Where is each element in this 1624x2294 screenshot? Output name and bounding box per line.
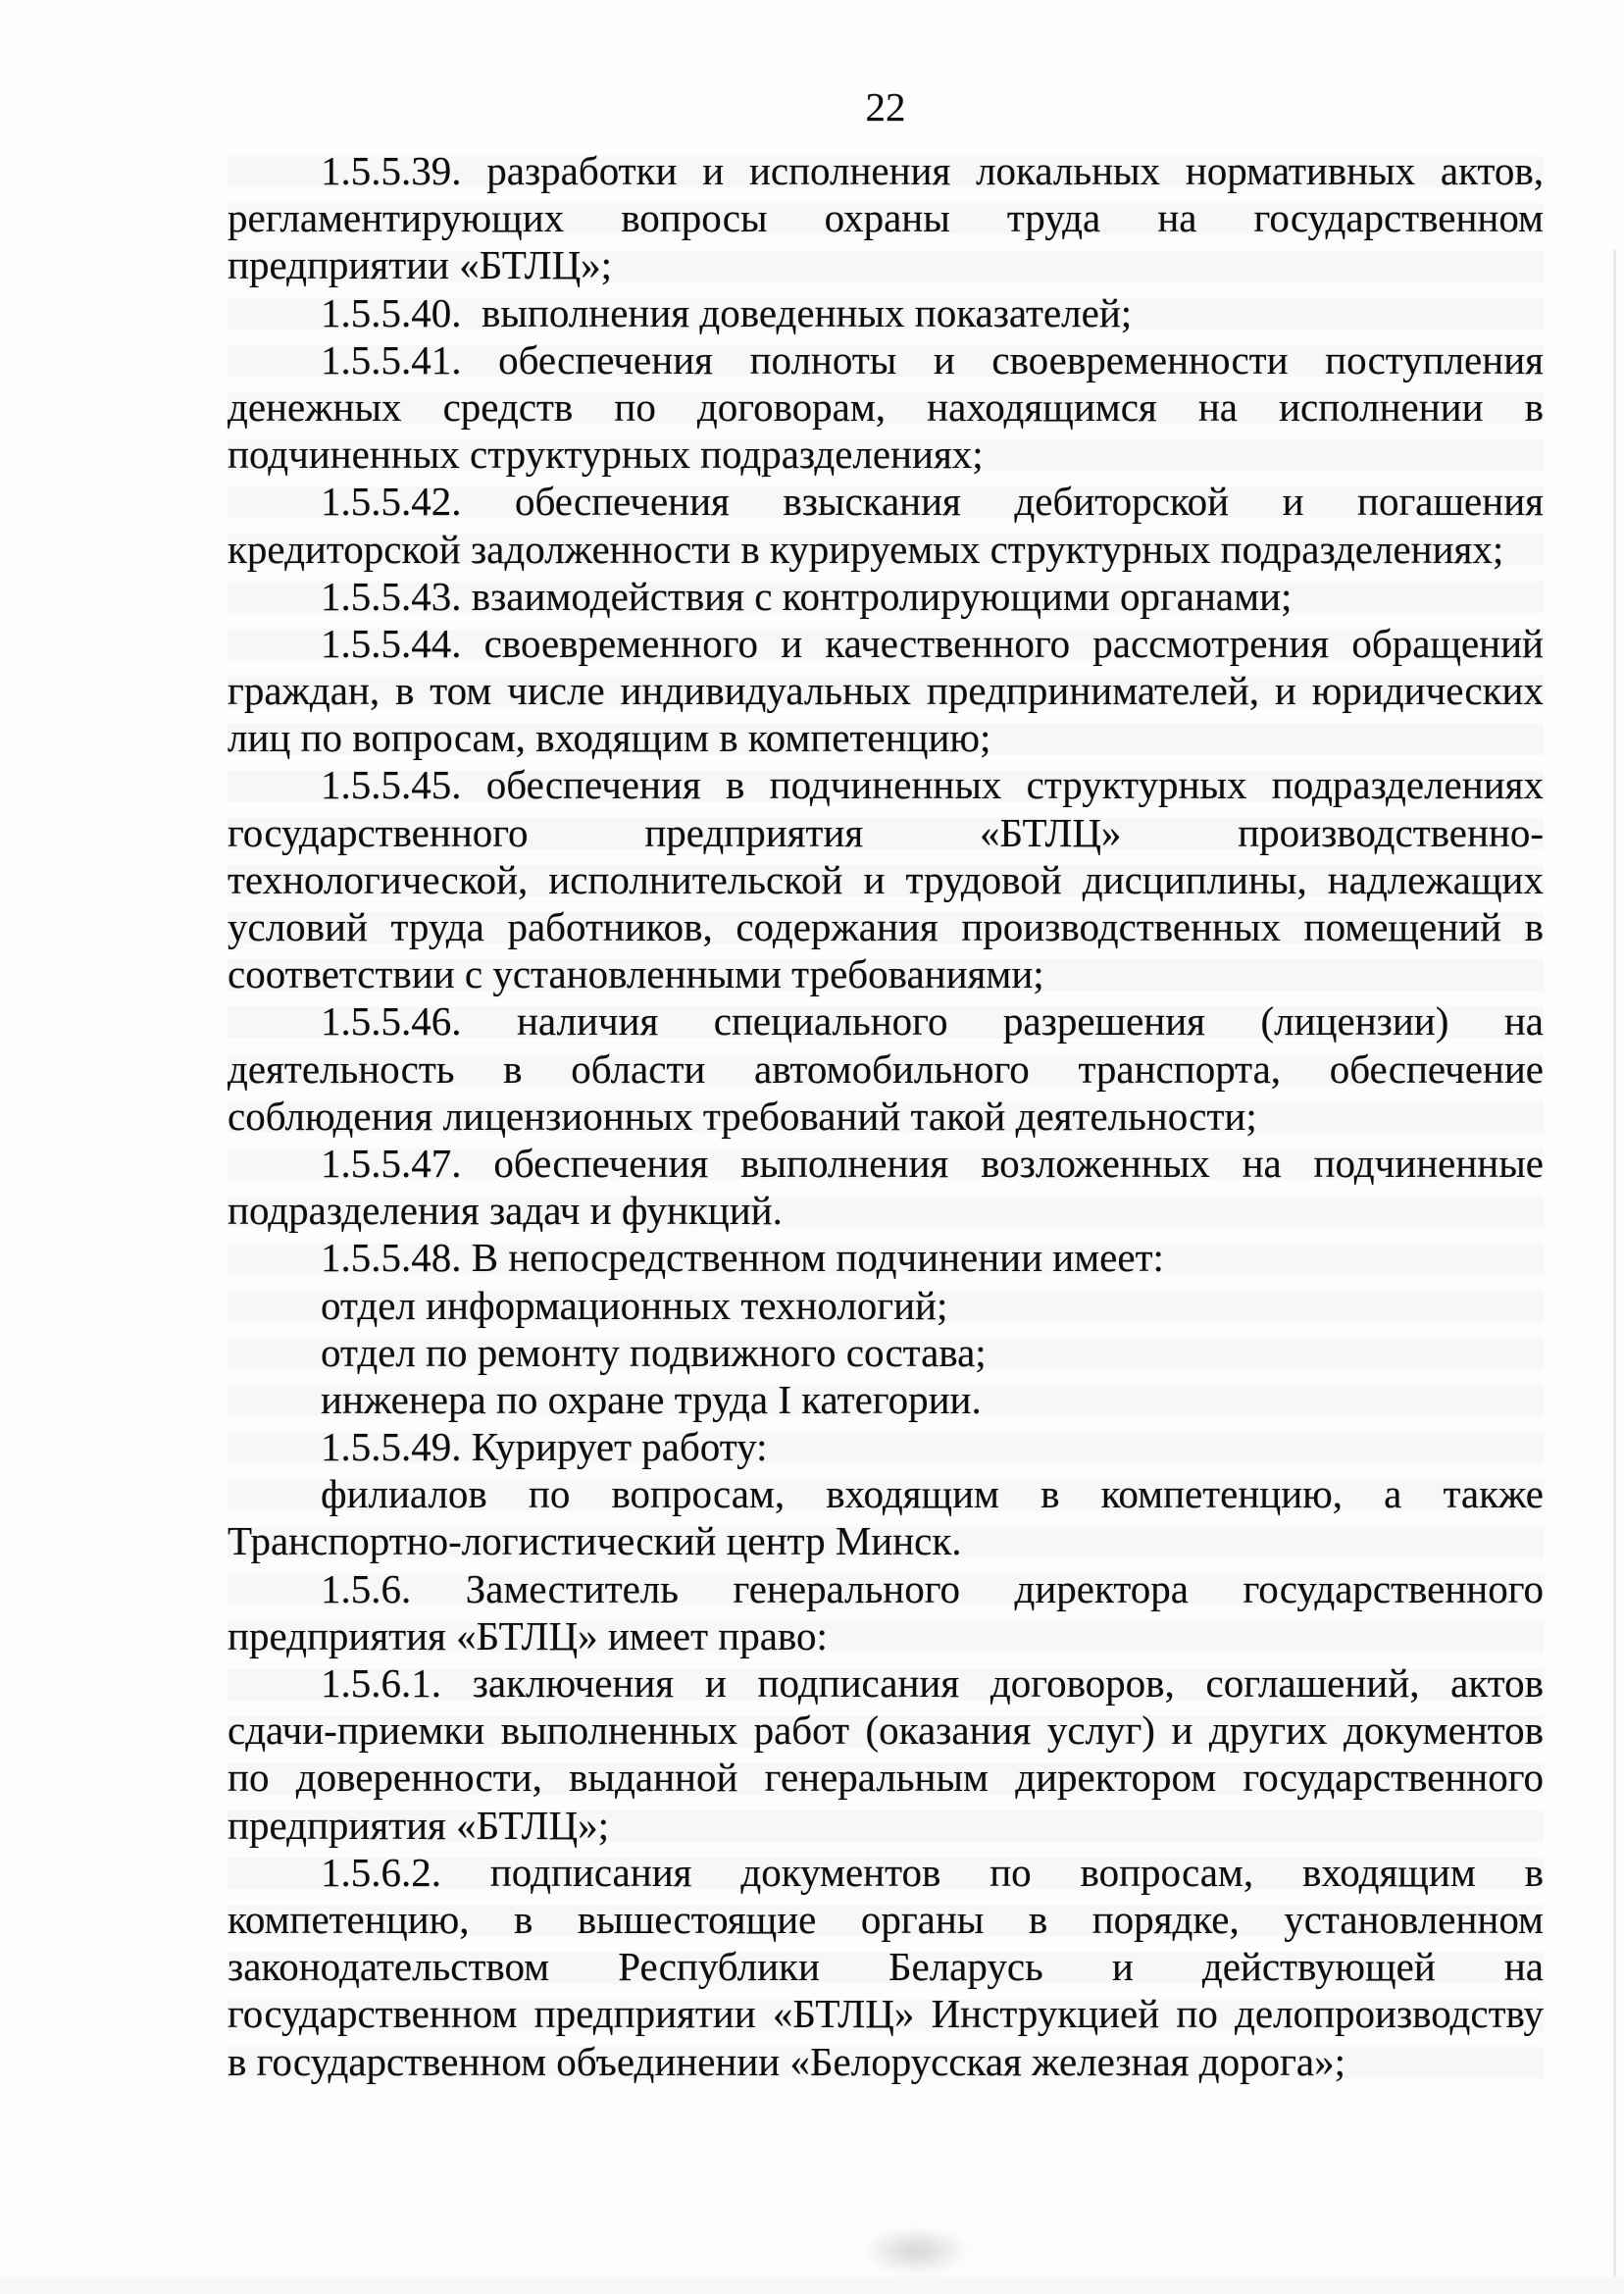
text-line: лиц по вопросам, входящим в компетенцию; bbox=[228, 715, 991, 761]
text-line: кредиторской задолженности в курируемых структурных подразделениях; bbox=[228, 526, 1504, 572]
text-line: предприятии «БТЛЦ»; bbox=[228, 242, 613, 288]
text-line: предприятия «БТЛЦ» имеет право: bbox=[228, 1612, 828, 1658]
text-line: государственном предприятии «БТЛЦ» Инструкцией по делопроизводству bbox=[228, 1991, 1544, 2037]
photocopy-smudge-artifact bbox=[861, 2226, 971, 2275]
text-line: Транспортно-логистический центр Минск. bbox=[228, 1518, 962, 1564]
text-line: соответствии с установленными требованиями; bbox=[228, 951, 1044, 997]
text-line: 1.5.5.39. разработки и исполнения локальных нормативных актов, bbox=[321, 148, 1544, 193]
text-line: 1.5.6. Заместитель генерального директора государственного bbox=[321, 1565, 1544, 1611]
text-line: в государственном объединении «Белорусская железная дорога»; bbox=[228, 2038, 1346, 2084]
text-line: 1.5.5.46. наличия специального разрешения (лицензии) на bbox=[321, 998, 1544, 1045]
text-line: по доверенности, выданной генеральным директором государственного bbox=[228, 1755, 1544, 1801]
text-line: 1.5.5.44. своевременного и качественного рассмотрения обращений bbox=[321, 620, 1544, 666]
text-line: отдел по ремонту подвижного состава; bbox=[321, 1329, 987, 1375]
scan-bottom-band-artifact bbox=[0, 2276, 1624, 2294]
text-line: 1.5.5.47. обеспечения выполнения возложенных на подчиненные bbox=[321, 1140, 1544, 1186]
text-line: 1.5.5.42. обеспечения взыскания дебиторской и погашения bbox=[321, 479, 1544, 525]
text-line: отдел информационных технологий; bbox=[321, 1282, 948, 1328]
text-line: 1.5.5.40. выполнения доведенных показателей; bbox=[321, 289, 1133, 335]
text-line: технологической, исполнительской и трудовой дисциплины, надлежащих bbox=[228, 856, 1544, 902]
text-line: 1.5.5.49. Курирует работу: bbox=[321, 1424, 768, 1470]
text-line: регламентирующих вопросы охраны труда на государственном bbox=[228, 195, 1544, 241]
text-line: граждан, в том числе индивидуальных предпринимателей, и юридических bbox=[228, 668, 1544, 714]
text-line: государственного предприятия «БТЛЦ» производственно- bbox=[228, 809, 1544, 855]
text-line: предприятия «БТЛЦ»; bbox=[228, 1802, 609, 1848]
scan-edge-line-artifact bbox=[1613, 250, 1616, 2294]
text-line: сдачи-приемки выполненных работ (оказания услуг) и других документов bbox=[228, 1708, 1544, 1754]
text-line: компетенцию, в вышестоящие органы в порядке, установленном bbox=[228, 1896, 1544, 1942]
text-line: подчиненных структурных подразделениях; bbox=[228, 432, 984, 478]
text-line: инженера по охране труда I категории. bbox=[321, 1376, 982, 1422]
text-line: условий труда работников, содержания производственных помещений в bbox=[228, 904, 1544, 949]
text-line: законодательством Республики Беларусь и действующей на bbox=[228, 1944, 1544, 1990]
text-line: 1.5.5.41. обеспечения полноты и своевременности поступления bbox=[321, 336, 1544, 382]
text-line: 1.5.5.43. взаимодействия с контролирующими органами; bbox=[321, 573, 1293, 619]
text-line: соблюдения лицензионных требований такой деятельности; bbox=[228, 1093, 1257, 1139]
text-line: 1.5.6.1. заключения и подписания договоров, соглашений, актов bbox=[321, 1660, 1544, 1706]
text-line: 1.5.6.2. подписания документов по вопросам, входящим в bbox=[321, 1849, 1544, 1895]
document-body bbox=[228, 147, 1544, 2086]
text-line: 1.5.5.45. обеспечения в подчиненных структурных подразделениях bbox=[321, 762, 1544, 808]
text-line: деятельность в области автомобильного транспорта, обеспечение bbox=[228, 1045, 1544, 1092]
text-line: 1.5.5.48. В непосредственном подчинении имеет: bbox=[321, 1235, 1164, 1281]
text-line: денежных средств по договорам, находящимся на исполнении в bbox=[228, 383, 1544, 430]
text-line: филиалов по вопросам, входящим в компетенцию, а также bbox=[321, 1471, 1544, 1517]
page-number: 22 bbox=[865, 84, 906, 129]
text-line: подразделения задач и функций. bbox=[228, 1188, 783, 1234]
